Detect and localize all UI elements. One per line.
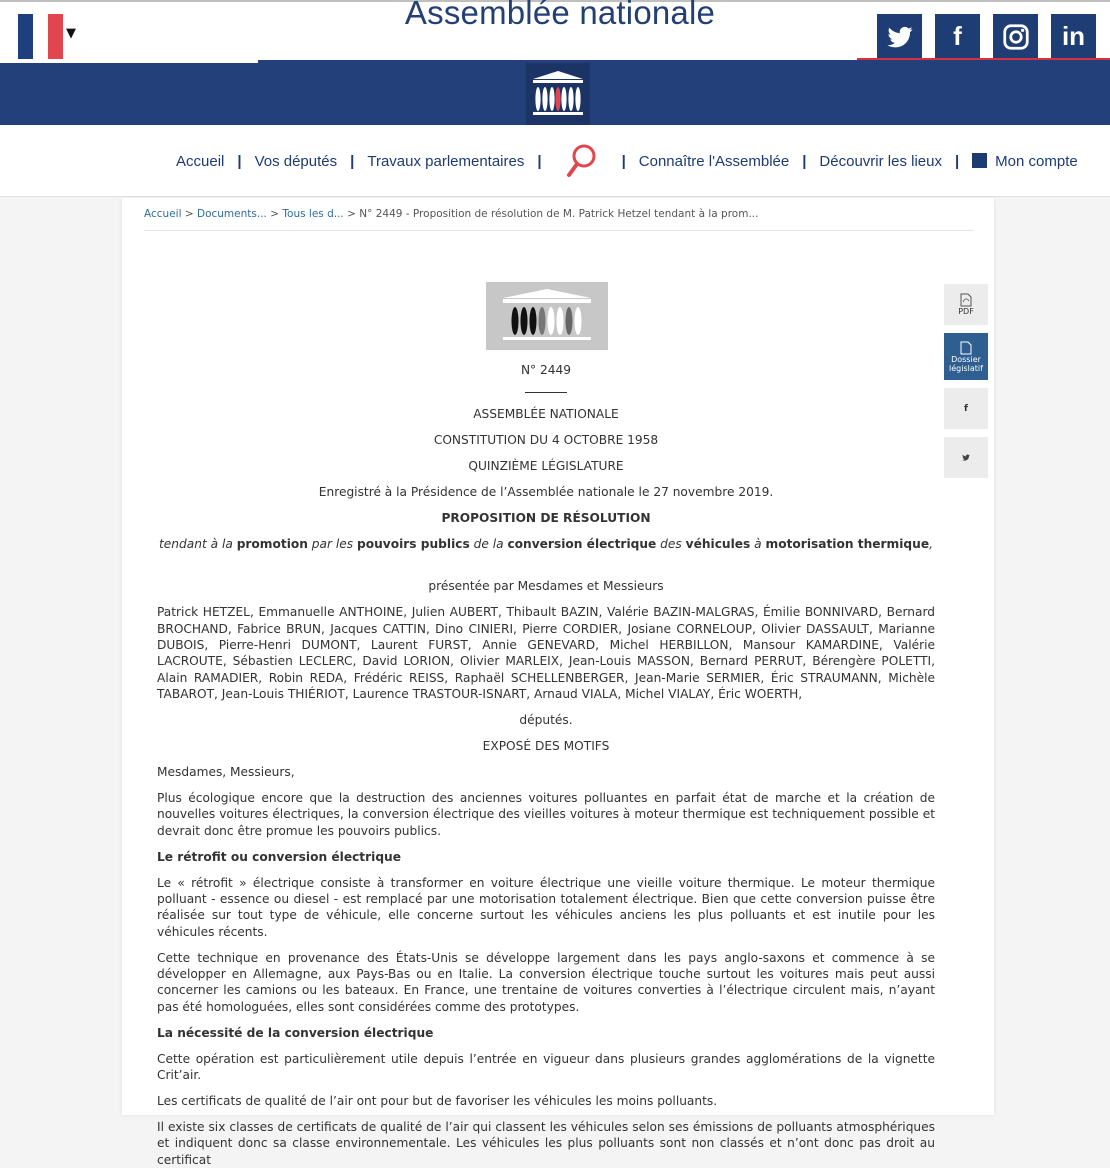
paragraph: Cette opération est particulièrement utile depuis l’entrée en vigueur dans plusieurs grandes agglomérations de la vignette Crit’air. bbox=[157, 1051, 935, 1083]
main-nav bbox=[0, 125, 1110, 197]
section-heading: Le rétrofit ou conversion électrique bbox=[157, 849, 401, 864]
subtitle-bold: pouvoirs publics bbox=[357, 536, 470, 551]
instagram-icon[interactable] bbox=[993, 14, 1038, 59]
subtitle-part: de la bbox=[469, 536, 508, 551]
subtitle-bold: motorisation thermique bbox=[765, 536, 930, 551]
flag-white-stripe bbox=[33, 14, 48, 59]
share-twitter-button[interactable] bbox=[944, 437, 988, 478]
breadcrumb-accueil[interactable]: Accueil bbox=[144, 208, 182, 220]
constitution-label: CONSTITUTION DU 4 OCTOBRE 1958 bbox=[433, 433, 659, 448]
share-facebook-button[interactable] bbox=[944, 388, 988, 429]
chevron-down-icon[interactable]: ▼ bbox=[66, 26, 76, 41]
legislature-label: QUINZIÈME LÉGISLATURE bbox=[468, 459, 624, 474]
paragraph: Il existe six classes de certificats de qualité de l’air qui classent les véhicules selon ses émissions de polluants atmosphériques et indiquent donc sa classe environnementale. Les véhicules les plus polluants sont non classés et n’ont donc pas droit au certificat bbox=[157, 1119, 935, 1167]
breadcrumb-sep: > bbox=[184, 208, 194, 220]
banner-white-strip bbox=[0, 60, 258, 63]
breadcrumb bbox=[144, 208, 974, 231]
dossier-legislatif-button[interactable] bbox=[944, 333, 988, 380]
pdf-icon bbox=[960, 293, 972, 307]
breadcrumb-tous-les[interactable]: Tous les d... bbox=[282, 208, 344, 220]
registered-date: Enregistré à la Présidence de l’Assemblée nationale le 27 novembre 2019. bbox=[318, 485, 774, 500]
document-number: N° 2449 bbox=[520, 363, 572, 377]
subtitle-part: tendant à la bbox=[159, 536, 237, 551]
nav-item-decouvrir[interactable]: Découvrir les lieux bbox=[819, 152, 942, 170]
breadcrumb-current: N° 2449 - Proposition de résolution de M. Patrick Hetzel tendant à la prom... bbox=[359, 208, 759, 220]
breadcrumb-sep: > bbox=[270, 208, 280, 220]
nav-item-connaitre[interactable]: Connaître l'Assemblée bbox=[638, 152, 790, 170]
assembly-logo[interactable] bbox=[526, 63, 590, 125]
nav-item-vos-deputes[interactable]: Vos députés bbox=[254, 152, 338, 170]
subtitle-bold: véhicules bbox=[685, 536, 751, 551]
subtitle-part: des bbox=[656, 536, 686, 551]
expose-heading: EXPOSÉ DES MOTIFS bbox=[482, 739, 610, 754]
document-icon bbox=[960, 341, 972, 355]
mon-compte-label: Mon compte bbox=[995, 152, 1078, 170]
nav-separator: | bbox=[237, 152, 242, 170]
assembly-crest bbox=[486, 282, 608, 350]
flag-blue-stripe bbox=[18, 14, 33, 59]
nav-separator: | bbox=[537, 152, 542, 170]
document-page bbox=[122, 198, 994, 1167]
pdf-button[interactable] bbox=[944, 284, 988, 325]
paragraph: Le « rétrofit » électrique consiste à transformer en voiture électrique une vieille voiture thermique. Le moteur thermique polluant - essence ou diesel - est remplacé par une motorisation totalement électrique. Bien que cette conversion puisse être réalisée sur tout type de véhicule, elle concerne surtout les véhicules anciens les plus polluants et est inutile pour les véhicules récents. bbox=[157, 875, 935, 939]
header-banner bbox=[0, 60, 1110, 125]
subtitle-bold: conversion électrique bbox=[507, 536, 657, 551]
nav-separator: | bbox=[350, 152, 355, 170]
subtitle-part: par les bbox=[307, 536, 357, 551]
facebook-icon[interactable]: f bbox=[935, 14, 980, 59]
document-toolbox bbox=[944, 284, 988, 486]
assembly-label: ASSEMBLÉE NATIONALE bbox=[473, 407, 619, 422]
document-subtitle bbox=[157, 536, 935, 552]
facebook-icon: f bbox=[964, 403, 968, 414]
breadcrumb-sep: > bbox=[347, 208, 356, 220]
breadcrumb-documents[interactable]: Documents... bbox=[197, 208, 267, 220]
nav-separator: | bbox=[621, 152, 626, 170]
nav-item-mon-compte[interactable] bbox=[972, 153, 1078, 170]
divider bbox=[525, 392, 567, 393]
nav-separator: | bbox=[802, 152, 807, 170]
salutation: Mesdames, Messieurs, bbox=[157, 765, 295, 779]
authors-list: Patrick HETZEL, Emmanuelle ANTHOINE, Julien AUBERT, Thibault BAZIN, Valérie BAZIN-MALGRAS, Émilie BONNIVARD, Bernard BROCHAND, Fabrice BRUN, Jacques CATTIN, Dino CINIERI, Pierre CORDIER, Josiane CORNELOUP, Olivier DASSAULT, Marianne DUBOIS, Pierre-Henri DUMONT, Laurent FURST, Annie GENEVARD, Michel HERBILLON, Mansour KAMARDINE, Valérie LACROUTE, Sébastien LECLERC, David LORION, Olivier MARLEIX, Jean-Louis MASSON, Bernard PERRUT, Bérengère POLETTI, Alain RAMADIER, Robin REDA, Frédéric REISS, Raphaël SCHELLENBERGER, Jean-Marie SERMIER, Éric STRAUMANN, Michèle TABAROT, Jean-Louis THIÉRIOT, Laurence TRASTOUR-ISNART, Arnaud VIALA, Michel VIALAY, Éric WOERTH, bbox=[157, 605, 935, 702]
nav-separator: | bbox=[954, 152, 960, 170]
flag-red-stripe bbox=[48, 14, 63, 59]
hemicycle-logo-icon bbox=[529, 68, 587, 120]
dossier-label-2: législatif bbox=[949, 363, 983, 373]
presented-by: présentée par Mesdames et Messieurs bbox=[428, 579, 664, 594]
nav-item-accueil[interactable]: Accueil bbox=[176, 152, 225, 170]
section-heading: La nécessité de la conversion électrique bbox=[157, 1025, 434, 1040]
top-bar bbox=[0, 0, 1110, 60]
pdf-label: PDF bbox=[958, 307, 974, 316]
subtitle-bold: promotion bbox=[236, 536, 308, 551]
subtitle-part: , bbox=[929, 536, 933, 551]
search-icon bbox=[566, 143, 598, 179]
document-type: PROPOSITION DE RÉSOLUTION bbox=[441, 511, 651, 526]
paragraph: Cette technique en provenance des États-Unis se développe largement dans les pays anglo-saxons et commence à se développer en Allemagne, aux Pays-Bas ou en Italie. La conversion électrique touche surtout les voitures mais peut aussi concerner les camions ou les bateaux. En France, une trentaine de voitures converties à l’électrique circulent mais, n’ayant pas été homologuées, elles sont considérées comme des prototypes. bbox=[157, 950, 935, 1014]
paragraph: Plus écologique encore que la destruction des anciennes voitures polluantes en parfait état de marche et la création de nouvelles voitures électriques, la conversion électrique des vieilles voitures à moteur thermique est techniquement possible et devrait donc être promue les pouvoirs publics. bbox=[157, 790, 935, 838]
document-body bbox=[157, 358, 935, 1168]
language-flag-icon[interactable] bbox=[18, 14, 63, 59]
hemicycle-crest-icon bbox=[493, 286, 601, 346]
linkedin-icon[interactable]: in bbox=[1051, 14, 1096, 59]
subtitle-part: à bbox=[750, 536, 766, 551]
deputies-label: députés. bbox=[519, 713, 573, 728]
search-button[interactable] bbox=[565, 141, 599, 181]
site-title[interactable]: Assemblée nationale bbox=[404, 0, 716, 31]
social-links bbox=[877, 14, 1096, 59]
twitter-icon[interactable] bbox=[877, 14, 922, 59]
dossier-label-1: Dossier bbox=[951, 354, 981, 364]
user-icon bbox=[972, 153, 987, 168]
twitter-icon bbox=[961, 453, 971, 462]
nav-item-travaux[interactable]: Travaux parlementaires bbox=[367, 152, 525, 170]
paragraph: Les certificats de qualité de l’air ont pour but de favoriser les véhicules les moins polluants. bbox=[157, 1094, 718, 1108]
